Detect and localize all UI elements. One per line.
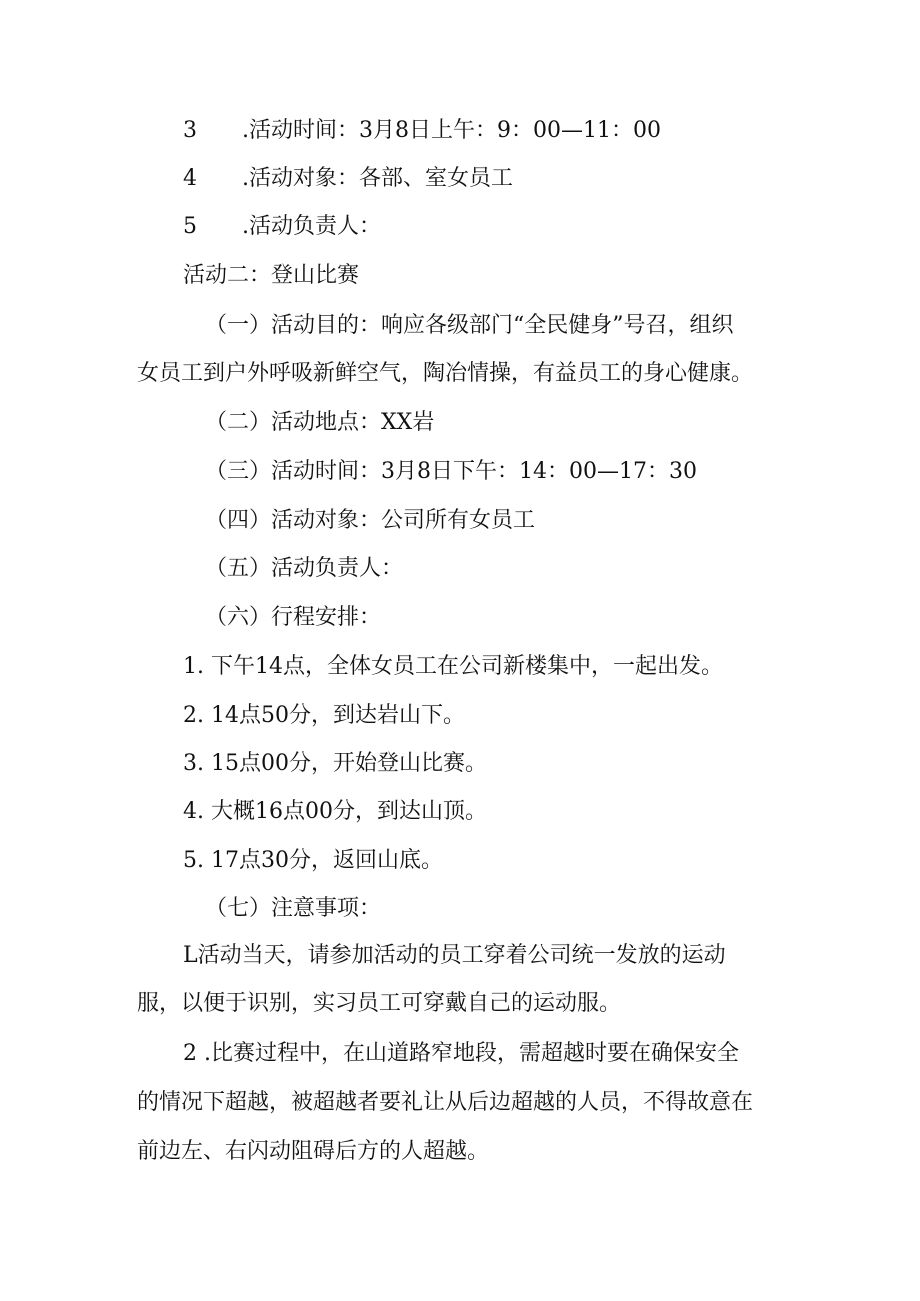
item-number: 4 — [183, 166, 197, 191]
schedule-item: 2. 14点50分，到达岩山下。 — [183, 703, 465, 728]
purpose-line: 女员工到户外呼吸新鲜空气，陶冶情操，有益员工的身心健康。 — [137, 361, 754, 386]
note-line: 的情况下超越，被超越者要礼让从后边超越的人员，不得故意在 — [137, 1090, 754, 1115]
schedule-item: 4. 大概16点00分，到达山顶。 — [183, 799, 487, 824]
location-line: （二）活动地点：XX岩 — [205, 410, 435, 435]
item-text: .活动负责人： — [242, 214, 381, 239]
section-heading: 活动二：登山比赛 — [183, 263, 360, 288]
schedule-item: 1. 下午14点，全体女员工在公司新楼集中，一起出发。 — [183, 654, 723, 679]
purpose-line: （一）活动目的：响应各级部门“全民健身”号召，组织 — [205, 313, 734, 338]
schedule-item: 3. 15点00分，开始登山比赛。 — [183, 751, 487, 776]
time-line: （三）活动时间：3月8日下午：14：00—17：30 — [205, 459, 697, 484]
note-line: 服，以便于识别，实习员工可穿戴自己的运动服。 — [137, 991, 622, 1016]
item-number: 5 — [183, 214, 197, 239]
note-line: L活动当天，请参加活动的员工穿着公司统一发放的运动 — [183, 943, 726, 968]
note-line: 前边左、右闪动阻碍后方的人超越。 — [137, 1139, 490, 1164]
schedule-heading: （六）行程安排： — [205, 605, 382, 630]
item-text: .活动对象：各部、室女员工 — [242, 166, 513, 191]
note-line: 2 .比赛过程中，在山道路窄地段，需超越时要在确保安全 — [183, 1041, 739, 1066]
item-text: .活动时间：3月8日上午：9：00—11：00 — [242, 118, 661, 143]
item-number: 3 — [183, 118, 197, 143]
notes-heading: （七）注意事项： — [205, 896, 382, 921]
schedule-item: 5. 17点30分，返回山底。 — [183, 848, 443, 873]
leader-line: （五）活动负责人： — [205, 556, 404, 581]
target-line: （四）活动对象：公司所有女员工 — [205, 508, 536, 533]
